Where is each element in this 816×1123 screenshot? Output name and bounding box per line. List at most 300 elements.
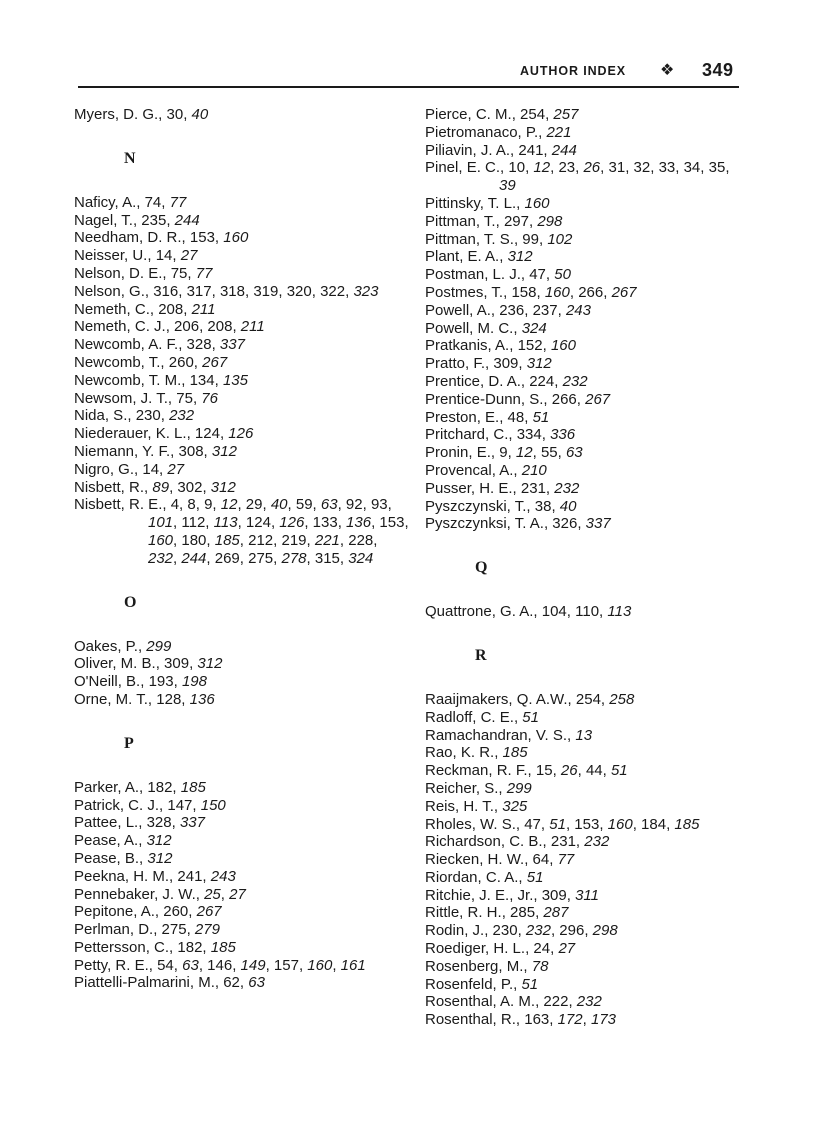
page-references: 231, 232 <box>520 479 580 497</box>
page-reference-italic: 76 <box>201 389 218 407</box>
page-references: 224, 232 <box>529 372 588 390</box>
index-entry: Pronin, E., 9, 12, 55, 63 <box>425 444 583 462</box>
page-reference-italic: 244 <box>181 549 207 567</box>
page-reference: 9 <box>204 496 213 514</box>
author-name: Riordan, C. A. <box>425 868 519 886</box>
page-reference-italic: 312 <box>197 655 223 673</box>
page-reference-italic: 77 <box>169 193 187 211</box>
page-references <box>146 638 171 655</box>
page-reference: 8 <box>187 496 196 514</box>
page-reference: 230 <box>135 407 161 425</box>
page-reference: 59 <box>295 496 313 514</box>
page-reference: 29 <box>245 496 263 514</box>
page-reference-italic: 287 <box>543 904 569 922</box>
page-reference-italic: 232 <box>584 833 610 851</box>
section-letter: O <box>124 593 137 611</box>
index-entry: Roediger, H. L., 24, 27 <box>425 940 576 958</box>
author-name: Newcomb, A. F. <box>74 336 179 354</box>
page-reference-italic: 211 <box>240 318 265 336</box>
page-reference: 260 <box>163 903 189 921</box>
index-entry: Plant, E. A., 312 <box>425 248 533 266</box>
page-reference-italic: 89 <box>152 478 170 496</box>
page-reference: 309 <box>541 886 567 904</box>
page-references: 266, 267 <box>551 390 611 408</box>
page-reference: 260 <box>168 353 194 371</box>
page-reference-italic: 311 <box>575 886 600 904</box>
page-reference-italic: 63 <box>565 444 583 462</box>
section-letter: Q <box>475 559 488 577</box>
page-reference: 157 <box>273 956 299 974</box>
page-reference: 31 <box>608 159 626 177</box>
author-name: Petty, R. E. <box>74 956 149 974</box>
author-name: Newcomb, T. <box>74 353 161 371</box>
index-entry: Pyszczynski, T., 38, 40 <box>425 497 577 515</box>
page-reference-italic: 299 <box>506 779 532 797</box>
page-references: 285, 287 <box>510 904 569 922</box>
page-reference-italic: 336 <box>550 426 576 444</box>
page-reference-italic: 267 <box>196 903 222 921</box>
page-reference: 153 <box>379 514 405 532</box>
page-reference: 222 <box>543 993 569 1011</box>
index-entry: Pennebaker, J. W., 25, 27 <box>74 885 246 903</box>
page-reference-italic: 161 <box>340 956 366 974</box>
index-entry: Pratkanis, A., 152, 160 <box>425 337 576 355</box>
page-reference: 163 <box>524 1011 550 1029</box>
author-name: Nagel, T. <box>74 211 133 229</box>
page-references: 75, 76 <box>176 389 218 407</box>
author-name: Rosenthal, R. <box>425 1011 516 1029</box>
index-entry: Pratto, F., 309, 312 <box>425 355 552 373</box>
index-entry: Piliavin, J. A., 241, 244 <box>425 141 577 159</box>
index-entry: Newcomb, T., 260, 267 <box>74 353 228 371</box>
page-references <box>532 958 549 975</box>
index-entry: Rholes, W. S., 47, 51, 153, 160, 184, 185 <box>425 815 700 833</box>
page-reference: 133 <box>312 514 338 532</box>
author-name: Plant, E. A. <box>425 248 500 266</box>
index-column-right <box>425 106 745 1029</box>
page-reference-italic: 210 <box>521 461 547 479</box>
page-reference: 326 <box>552 515 578 533</box>
page-references: 54, 63, 146, 149, 157, 160, 161 <box>157 956 366 974</box>
page-reference-italic: 232 <box>576 993 602 1011</box>
author-name: Newsom, J. T. <box>74 389 168 407</box>
author-name: Pinel, E. C. <box>425 159 501 177</box>
page-reference-italic: 279 <box>194 921 220 939</box>
page-reference-italic: 298 <box>537 212 563 230</box>
section-letter: R <box>475 646 487 664</box>
page-references: 230, 232 <box>135 407 195 425</box>
page-references: 260, 267 <box>163 903 222 921</box>
page-reference-italic: 51 <box>522 708 539 726</box>
page-reference-italic: 185 <box>210 938 236 956</box>
index-entry: Pritchard, C., 334, 336 <box>425 426 576 444</box>
author-name: Rittle, R. H. <box>425 904 502 922</box>
author-name: Pettersson, C. <box>74 938 170 956</box>
index-entry: Pittman, T., 297, 298 <box>425 212 563 230</box>
page-reference: 309 <box>493 355 519 373</box>
page-references: 99, 102 <box>522 230 573 248</box>
page-reference: 47 <box>524 815 541 833</box>
index-entry: Nisbett, R., 89, 302, 312 <box>74 478 236 496</box>
page-reference: 14 <box>142 460 160 478</box>
author-name: Pennebaker, J. W. <box>74 885 196 903</box>
page-reference: 92 <box>345 496 363 514</box>
page-reference: 104 <box>541 603 567 621</box>
author-name: Naficy, A. <box>74 193 137 211</box>
page-reference-italic: 267 <box>611 283 637 301</box>
index-entry: Pietromanaco, P., 221 <box>425 123 572 141</box>
author-name: Nida, S. <box>74 407 128 425</box>
page-reference: 158 <box>511 283 537 301</box>
section-letter: P <box>124 734 134 752</box>
index-entry: Myers, D. G., 30, 40 <box>74 106 209 123</box>
index-entry: Preston, E., 48, 51 <box>425 408 550 426</box>
page-reference-italic: 185 <box>674 815 700 833</box>
author-name: Pepitone, A. <box>74 903 155 921</box>
page-reference: 48 <box>507 408 525 426</box>
author-name: Perlman, D. <box>74 921 154 939</box>
page-references: 275, 279 <box>161 921 220 939</box>
page-reference: 124 <box>194 425 220 443</box>
page-reference-italic: 298 <box>592 922 618 940</box>
author-name: Nigro, G. <box>74 460 135 478</box>
author-name: Orne, M. T. <box>74 690 148 708</box>
page-reference: 318 <box>219 282 245 300</box>
page-reference-italic: 160 <box>524 194 550 212</box>
page-reference: 128 <box>156 690 182 708</box>
page-reference: 285 <box>510 904 536 922</box>
page-reference-italic: 51 <box>532 408 550 426</box>
page-reference: 4 <box>170 496 180 514</box>
page-references: 147, 150 <box>167 796 226 814</box>
index-entry: Newcomb, A. F., 328, 337 <box>74 336 245 354</box>
author-name: Oakes, P. <box>74 637 138 655</box>
author-name: Niemann, Y. F. <box>74 442 171 460</box>
page-references <box>546 124 571 141</box>
index-entry: Rittle, R. H., 285, 287 <box>425 904 569 922</box>
page-references: 158, 160, 266, 267 <box>511 283 637 301</box>
index-entry: Petty, R. E., 54, 63, 146, 149, 157, 160, 161 <box>74 956 366 974</box>
author-name: O'Neill, B. <box>74 673 141 691</box>
index-entry: Prentice-Dunn, S., 266, 267 <box>425 390 611 408</box>
author-name: Ramachandran, V. S. <box>425 726 568 744</box>
page-reference: 241 <box>177 867 203 885</box>
page-reference: 208 <box>207 318 233 336</box>
author-name: Pease, A. <box>74 832 139 850</box>
author-name: Rosenthal, A. M. <box>425 993 536 1011</box>
author-name: Peekna, H. M. <box>74 867 170 885</box>
index-entry: Nemeth, C., 208, 211 <box>74 300 216 318</box>
page-reference: 93 <box>370 496 388 514</box>
page-reference: 23 <box>558 159 576 177</box>
index-entry: Newsom, J. T., 75, 76 <box>74 389 218 407</box>
author-name: Powell, A. <box>425 301 491 319</box>
index-entry: Richardson, C. B., 231, 232 <box>425 833 610 851</box>
page-reference: 231 <box>520 479 546 497</box>
page-reference: 24 <box>533 940 551 958</box>
page-references: 47, 50 <box>529 266 571 284</box>
page-references <box>525 195 550 212</box>
index-entry: Pease, B., 312 <box>74 849 173 867</box>
page-references: 241, 243 <box>177 867 236 885</box>
page-reference: 237 <box>532 301 558 319</box>
author-name: Pittman, T. <box>425 212 496 230</box>
author-name: Pusser, H. E. <box>425 479 513 497</box>
page-reference: 10 <box>508 159 526 177</box>
index-entry: Pittman, T. S., 99, 102 <box>425 230 573 248</box>
author-name: Prentice, D. A. <box>425 372 521 390</box>
page-reference: 224 <box>529 372 555 390</box>
page-references: 15, 26, 44, 51 <box>535 762 628 780</box>
page-reference-italic: 267 <box>585 390 611 408</box>
page-references: 309, 312 <box>164 655 223 673</box>
author-name: Pierce, C. M. <box>425 106 512 123</box>
page-reference: 320 <box>286 282 312 300</box>
index-entry: Patrick, C. J., 147, 150 <box>74 796 226 814</box>
page-reference: 328 <box>186 336 212 354</box>
page-references: 10, 12, 23, 26, 31, 32, 33, 34, 35, 39 <box>499 159 730 195</box>
page-reference-italic: 160 <box>607 815 633 833</box>
page-reference-italic: 172 <box>557 1011 583 1029</box>
page-references: 14, 27 <box>142 460 185 478</box>
page-references: 208, 211 <box>158 300 216 318</box>
index-entry: Oakes, P., 299 <box>74 637 172 655</box>
page-reference-italic: 12 <box>533 159 551 177</box>
author-name: Nemeth, C. <box>74 300 150 318</box>
page-reference-italic: 160 <box>223 229 249 247</box>
page-references <box>507 780 532 797</box>
index-entry: Parker, A., 182, 185 <box>74 778 206 796</box>
page-references: 153, 160 <box>189 229 249 247</box>
page-references: 75, 77 <box>170 264 213 282</box>
index-entry: Ramachandran, V. S., 13 <box>425 726 593 744</box>
page-reference: 14 <box>155 247 173 265</box>
index-column-left <box>74 106 409 992</box>
page-reference: 208 <box>158 300 184 318</box>
page-references: 24, 27 <box>533 940 576 958</box>
page-reference-italic: 232 <box>554 479 580 497</box>
page-references: 47, 51, 153, 160, 184, 185 <box>524 815 700 833</box>
page-reference: 15 <box>535 762 553 780</box>
page-reference-italic: 278 <box>281 549 307 567</box>
index-entry: Needham, D. R., 153, 160 <box>74 229 249 247</box>
author-name: Neisser, U. <box>74 247 148 265</box>
author-name: Myers, D. G. <box>74 106 159 123</box>
page-reference-italic: 27 <box>229 885 246 903</box>
page-reference-italic: 102 <box>547 230 573 248</box>
page-references: 25, 27 <box>204 885 246 903</box>
page-reference-italic: 77 <box>195 264 213 282</box>
page-reference-italic: 50 <box>554 266 571 284</box>
page-reference: 74 <box>144 193 162 211</box>
author-name: Newcomb, T. M. <box>74 371 182 389</box>
page-references: 230, 232, 296, 298 <box>492 922 618 940</box>
page-reference: 44 <box>585 762 603 780</box>
index-entry: Prentice, D. A., 224, 232 <box>425 372 588 390</box>
page-reference: 35 <box>708 159 726 177</box>
page-reference: 62 <box>223 974 240 992</box>
author-name: Powell, M. C. <box>425 319 514 337</box>
page-reference-italic: 160 <box>307 956 333 974</box>
page-reference: 266 <box>578 283 604 301</box>
page-reference-italic: 113 <box>213 514 238 532</box>
page-reference: 75 <box>170 264 188 282</box>
index-entry: Niemann, Y. F., 308, 312 <box>74 442 237 460</box>
page-references: 309, 311 <box>541 886 600 904</box>
page-references: 193, 198 <box>148 673 207 691</box>
page-reference-italic: 324 <box>348 549 374 567</box>
page-references: 152, 160 <box>517 337 576 355</box>
author-name: Nemeth, C. J. <box>74 318 166 336</box>
page-reference: 34 <box>683 159 701 177</box>
index-entry: Nelson, G., 316, 317, 318, 319, 320, 322, 323 <box>74 282 379 300</box>
page-references: 222, 232 <box>543 993 602 1011</box>
page-reference: 236 <box>499 301 525 319</box>
author-name: Nelson, G. <box>74 282 145 300</box>
index-entry: Powell, A., 236, 237, 243 <box>425 301 591 319</box>
page-reference-italic: 27 <box>180 247 198 265</box>
page-reference-italic: 135 <box>222 371 248 389</box>
author-name: Rao, K. R. <box>425 744 495 762</box>
author-name: Pyszczynski, T. <box>425 497 527 515</box>
index-entry: Piattelli-Palmarini, M., 62, 63 <box>74 974 265 992</box>
index-entry: Rosenfeld, P., 51 <box>425 975 539 993</box>
index-entry: Riordan, C. A., 51 <box>425 868 544 886</box>
running-title: AUTHOR INDEX <box>520 64 626 78</box>
page-reference: 30 <box>166 106 184 123</box>
page-reference: 153 <box>574 815 600 833</box>
index-entry: Pease, A., 312 <box>74 832 172 850</box>
page-reference-italic: 126 <box>279 514 305 532</box>
page-reference: 315 <box>314 549 340 567</box>
page-number: 349 <box>702 60 734 80</box>
index-entry: Reckman, R. F., 15, 26, 44, 51 <box>425 762 628 780</box>
index-entry: Rosenberg, M., 78 <box>425 957 549 975</box>
page-reference-italic: 51 <box>526 868 544 886</box>
page-reference-italic: 243 <box>210 867 236 885</box>
index-entry: Rodin, J., 230, 232, 296, 298 <box>425 922 618 940</box>
author-name: Pietromanaco, P. <box>425 123 539 141</box>
author-name: Pittman, T. S. <box>425 230 514 248</box>
index-entry: Riecken, H. W., 64, 77 <box>425 851 575 869</box>
page-references: 316, 317, 318, 319, 320, 322, 323 <box>153 282 379 300</box>
index-entry: Ritchie, J. E., Jr., 309, 311 <box>425 886 600 904</box>
page-reference-italic: 232 <box>525 922 551 940</box>
page-reference: 182 <box>147 778 173 796</box>
page-reference: 9 <box>499 444 508 462</box>
page-references: 64, 77 <box>532 851 575 869</box>
page-references <box>503 744 528 761</box>
page-reference: 235 <box>141 211 167 229</box>
page-reference: 38 <box>534 497 552 515</box>
index-entry: Pepitone, A., 260, 267 <box>74 903 222 921</box>
index-entry: Rosenthal, R., 163, 172, 173 <box>425 1011 617 1029</box>
page-reference-italic: 12 <box>515 444 533 462</box>
page-reference: 275 <box>161 921 187 939</box>
page-references <box>522 462 547 479</box>
page-references: 254, 257 <box>520 106 579 123</box>
author-name: Pease, B. <box>74 849 140 867</box>
author-name: Parker, A. <box>74 778 140 796</box>
author-name: Raaijmakers, Q. A.W. <box>425 690 568 708</box>
page-reference: 302 <box>177 478 203 496</box>
index-entry: Powell, M. C., 324 <box>425 319 547 337</box>
page-reference-italic: 40 <box>270 496 288 514</box>
page-reference-italic: 185 <box>214 531 240 549</box>
index-entry: Nida, S., 230, 232 <box>74 407 195 425</box>
page-references: 4, 8, 9, 12, 29, 40, 59, 63, 92, 93, 101, 112, 113, 124, 126, 133, 136, 153, 160, 180, 185, 212, 219, 221, 228, 232, 244, 269, 275, 278, 315, 324 <box>148 496 409 567</box>
page-reference: 230 <box>492 922 518 940</box>
page-reference: 193 <box>148 673 174 691</box>
page-references: 124, 126 <box>194 425 254 443</box>
index-entry: Raaijmakers, Q. A.W., 254, 258 <box>425 690 635 708</box>
page-reference: 112 <box>181 514 206 532</box>
page-reference: 254 <box>520 106 546 123</box>
author-name: Riecken, H. W. <box>425 851 525 869</box>
page-reference: 309 <box>164 655 190 673</box>
index-entry: Pattee, L., 328, 337 <box>74 814 205 832</box>
page-reference-italic: 77 <box>557 851 575 869</box>
page-references <box>147 850 172 867</box>
page-reference: 182 <box>177 938 203 956</box>
page-reference-italic: 257 <box>553 106 579 123</box>
index-entry: Pettersson, C., 182, 185 <box>74 938 236 956</box>
page-references: 241, 244 <box>518 141 577 159</box>
page-reference-italic: 12 <box>220 496 238 514</box>
page-references: 74, 77 <box>144 193 187 211</box>
page-reference-italic: 337 <box>219 336 245 354</box>
page-references: 14, 27 <box>155 247 198 265</box>
running-header <box>78 58 738 84</box>
page-reference-italic: 27 <box>167 460 185 478</box>
index-entry: Nisbett, R. E., 4, 8, 9, 12, 29, 40, 59, 63, 92, 93, 101, 112, 113, 124, 126, 133, 136, 153, 160, 180, 185, 212, 219, 221, 228, 232, 244, 269, 275, 278, 315, 324 <box>74 496 409 567</box>
index-entry: Nemeth, C. J., 206, 208, 211 <box>74 318 265 336</box>
index-entry: Nigro, G., 14, 27 <box>74 460 185 478</box>
page-reference: 184 <box>641 815 667 833</box>
author-name: Patrick, C. J. <box>74 796 160 814</box>
page-reference: 317 <box>186 282 212 300</box>
page-reference-italic: 13 <box>575 726 593 744</box>
page-reference-italic: 312 <box>210 478 236 496</box>
page-reference: 322 <box>320 282 346 300</box>
page-reference-italic: 232 <box>169 407 195 425</box>
index-entry: Niederauer, K. L., 124, 126 <box>74 425 254 443</box>
page-references: 38, 40 <box>534 497 577 515</box>
page-reference-italic: 211 <box>191 300 216 318</box>
author-name: Ritchie, J. E., Jr. <box>425 886 534 904</box>
page-reference-italic: 221 <box>314 531 340 549</box>
index-entry: Peekna, H. M., 241, 243 <box>74 867 236 885</box>
author-name: Reis, H. T. <box>425 797 494 815</box>
index-entry: Quattrone, G. A., 104, 110, 113 <box>425 603 632 621</box>
author-name: Rholes, W. S. <box>425 815 516 833</box>
page-reference: 54 <box>157 956 174 974</box>
page-reference-italic: 26 <box>583 159 601 177</box>
page-reference-italic: 185 <box>502 744 528 762</box>
author-name: Rosenfeld, P. <box>425 975 514 993</box>
page-references: 235, 244 <box>141 211 200 229</box>
page-references: 62, 63 <box>223 974 265 992</box>
page-references <box>575 727 592 744</box>
page-references: 9, 12, 55, 63 <box>499 444 583 462</box>
page-reference: 308 <box>178 442 204 460</box>
author-name: Rosenberg, M. <box>425 957 524 975</box>
page-reference-italic: 160 <box>544 283 570 301</box>
index-entry: Oliver, M. B., 309, 312 <box>74 655 223 673</box>
page-references: 182, 185 <box>147 778 206 796</box>
page-reference-italic: 160 <box>148 531 174 549</box>
index-entry: Orne, M. T., 128, 136 <box>74 690 215 708</box>
